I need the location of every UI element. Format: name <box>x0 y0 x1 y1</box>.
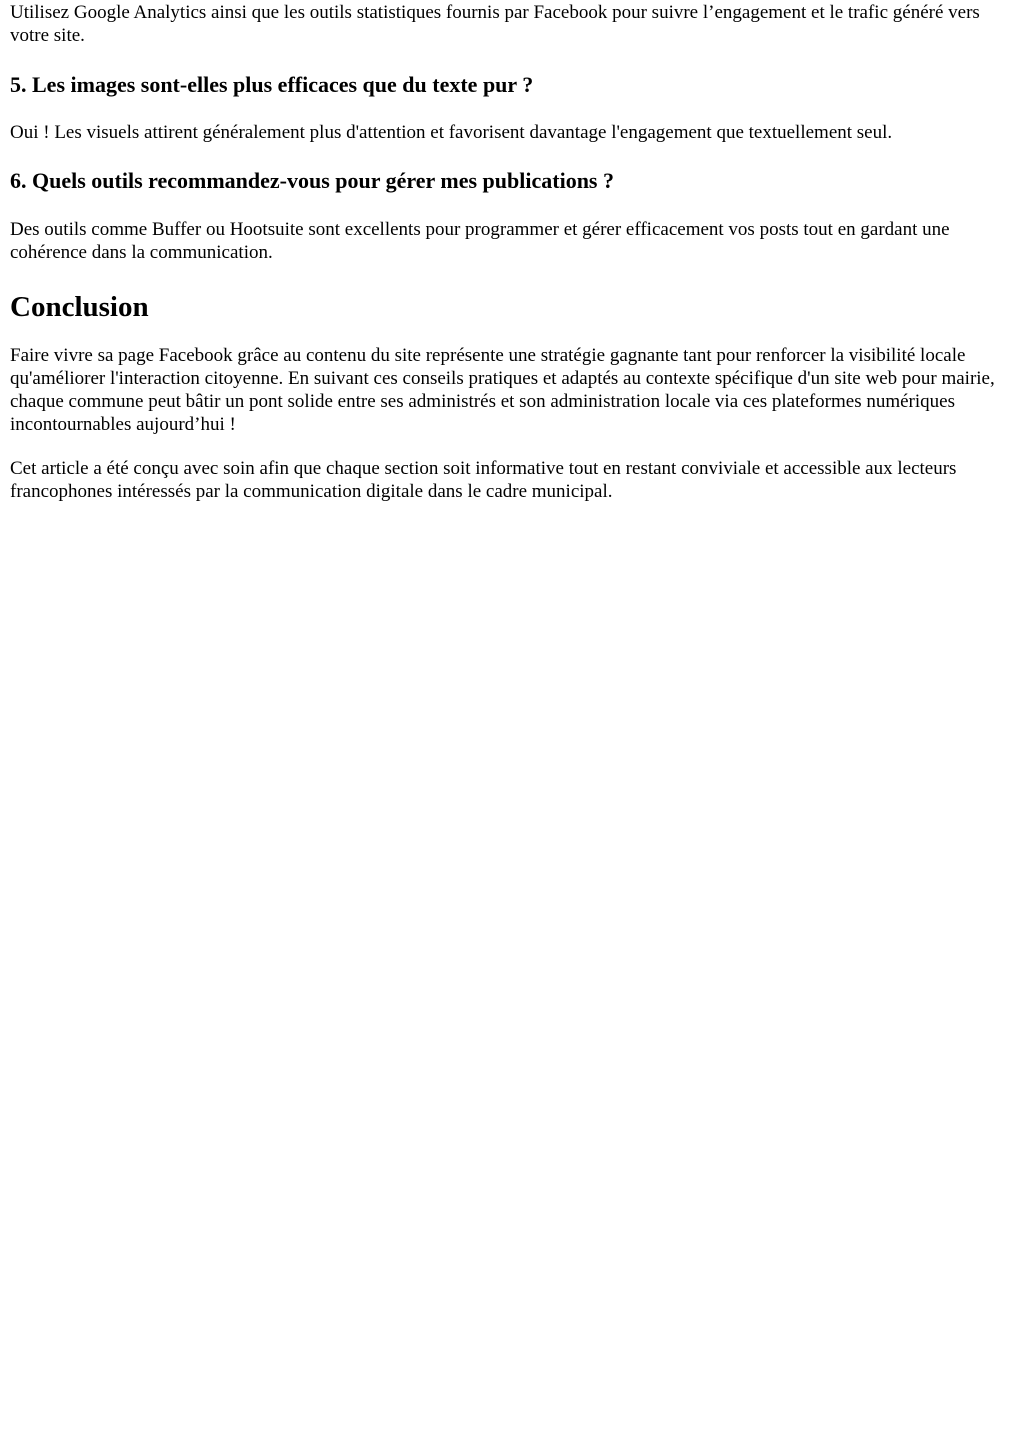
conclusion-paragraph-2: Cet article a été conçu avec soin afin que chaque section soit informative tout en restant conviviale et accessible aux lecteurs francophones intéressés par la communication digitale dans le cadre municipal. <box>10 458 957 502</box>
faq-5-answer: Oui ! Les visuels attirent généralement plus d'attention et favorisent davantage l'engagement que textuellement seul. <box>10 122 893 143</box>
conclusion-heading: Conclusion <box>10 291 149 323</box>
article-content <box>0 1 1024 503</box>
conclusion-paragraph-1: Faire vivre sa page Facebook grâce au contenu du site représente une stratégie gagnante tant pour renforcer la visibilité locale qu'améliorer l'interaction citoyenne. En suivant ces conseils pratiques et adaptés au contexte spécifique d'un site web pour mairie, chaque commune peut bâtir un pont solide entre ses administrés et son administration locale via ces plateformes numériques incontournables aujourd’hui ! <box>10 345 995 435</box>
faq-6-question: 6. Quels outils recommandez-vous pour gérer mes publications ? <box>10 168 614 193</box>
faq-4-answer: Utilisez Google Analytics ainsi que les outils statistiques fournis par Facebook pour suivre l’engagement et le trafic généré vers votre site. <box>10 2 980 46</box>
faq-5-question: 5. Les images sont-elles plus efficaces que du texte pur ? <box>10 72 534 97</box>
faq-6-answer: Des outils comme Buffer ou Hootsuite sont excellents pour programmer et gérer efficacement vos posts tout en gardant une cohérence dans la communication. <box>10 219 950 263</box>
